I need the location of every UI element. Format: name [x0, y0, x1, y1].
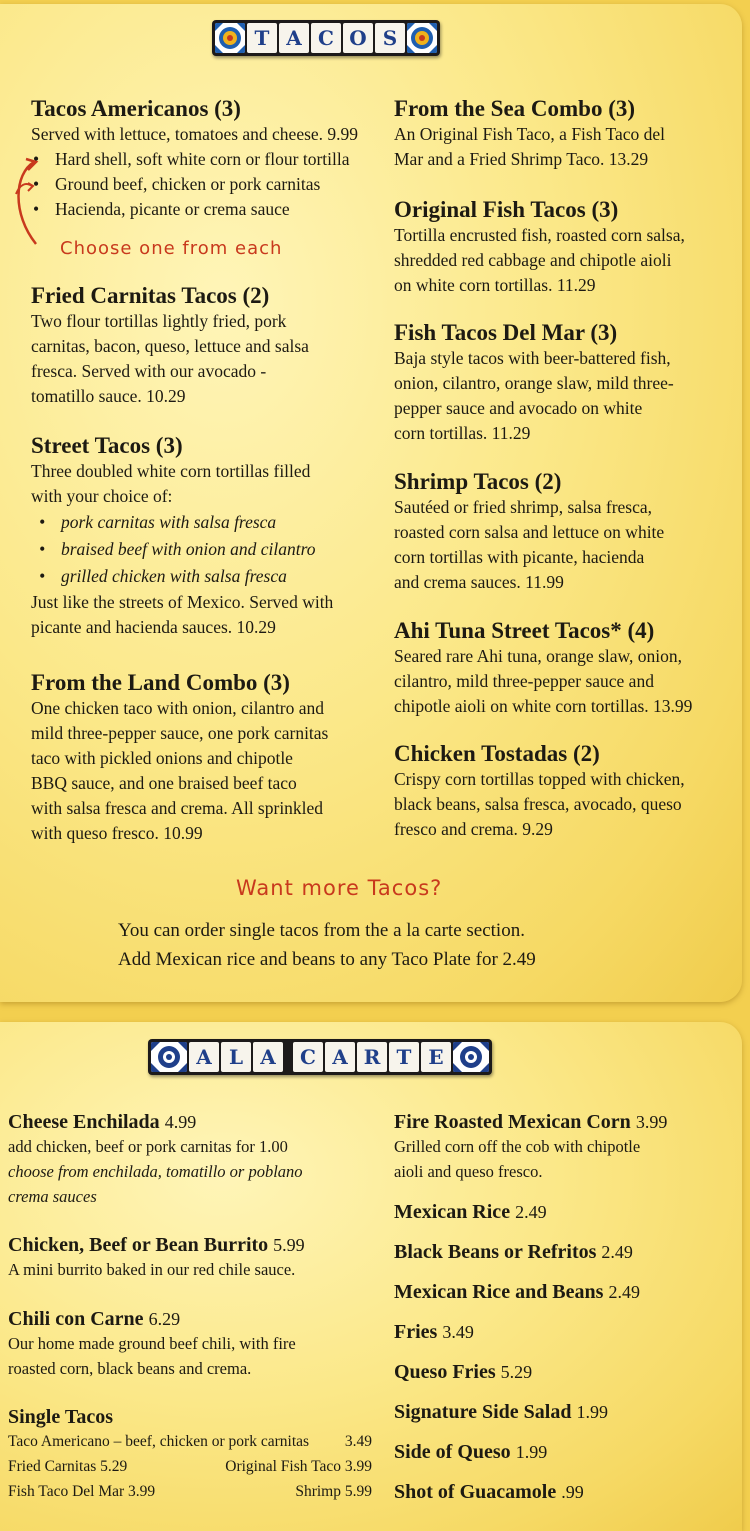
bullet: • grilled chicken with salsa fresca — [39, 566, 287, 586]
menu-item-sea-combo — [394, 96, 739, 172]
item-price: 5.99 — [273, 1235, 305, 1255]
alacarte-heading-letter: L — [221, 1042, 251, 1072]
item-desc-line: BBQ sauce, and one braised beef taco — [31, 773, 297, 793]
tacos-heading-letter: O — [343, 23, 373, 53]
item-desc-line: onion, cilantro, orange slaw, mild three- — [394, 373, 674, 393]
item-desc-line: Mar and a Fried Shrimp Taco. 13.29 — [394, 149, 649, 169]
item-price: 2.49 — [608, 1282, 640, 1302]
item-desc-line: roasted corn salsa and lettuce on white — [394, 522, 665, 542]
bullet: • Hard shell, soft white corn or flour tortilla — [33, 149, 350, 169]
item-desc-line: and crema sauces. 11.99 — [394, 572, 564, 592]
item-desc-line: picante and hacienda sauces. 10.29 — [31, 617, 276, 637]
item-desc-line: chipotle aioli on white corn tortillas. 13.99 — [394, 696, 693, 716]
alc-chili — [8, 1307, 378, 1381]
item-desc-line: fresca. Served with our avocado - — [31, 361, 267, 381]
item-desc-line: Baja style tacos with beer-battered fish, — [394, 348, 671, 368]
menu-item-fish-del-mar — [394, 320, 739, 446]
item-title: Cheese Enchilada 4.99 — [8, 1111, 197, 1133]
tacos-heading-letter: A — [279, 23, 309, 53]
handwritten-arrow-icon — [6, 154, 66, 254]
item-desc: Served with lettuce, tomatoes and cheese. 9.99 — [31, 124, 359, 144]
menu-item-shrimp-tacos — [394, 469, 739, 595]
talavera-tile-icon — [407, 23, 437, 53]
alacarte-heading-letter: E — [421, 1042, 451, 1072]
alacarte-heading-letter: T — [389, 1042, 419, 1072]
item-price: 4.99 — [164, 1112, 197, 1132]
single-taco-row: Taco Americano – beef, chicken or pork carnitas 3.49 — [8, 1433, 372, 1450]
item-desc-line: with queso fresco. 10.99 — [31, 823, 203, 843]
alc-right-column — [394, 1110, 739, 1520]
alc-side-of-queso: Side of Queso 1.99 — [394, 1441, 548, 1463]
item-price: 6.29 — [148, 1309, 181, 1329]
item-title: Fish Tacos Del Mar (3) — [394, 320, 618, 345]
alacarte-heading-letter: R — [357, 1042, 387, 1072]
tacos-panel — [0, 4, 742, 1002]
item-price: 2.49 — [515, 1202, 547, 1222]
alacarte-heading-letter: C — [293, 1042, 323, 1072]
item-desc-line: with salsa fresca and crema. All sprinkled — [31, 798, 324, 818]
item-price: 3.99 — [635, 1112, 668, 1132]
single-taco-row: Fried Carnitas 5.29 Original Fish Taco 3.99 — [8, 1458, 372, 1475]
menu-item-original-fish — [394, 197, 739, 298]
talavera-tile-icon — [151, 1042, 187, 1072]
item-price: 1.99 — [515, 1442, 548, 1462]
alacarte-heading-letter: A — [325, 1042, 355, 1072]
item-desc-line: add chicken, beef or pork carnitas for 1.00 — [8, 1137, 288, 1156]
bullet: • Ground beef, chicken or pork carnitas — [33, 174, 321, 194]
alc-burrito — [8, 1233, 378, 1282]
item-title: Original Fish Tacos (3) — [394, 197, 619, 222]
item-title: Chili con Carne 6.29 — [8, 1308, 181, 1330]
menu-item-tacos-americanos — [31, 96, 381, 222]
alc-side-salad: Signature Side Salad 1.99 — [394, 1401, 608, 1423]
item-desc-line: fresco and crema. 9.29 — [394, 819, 553, 839]
tacos-heading-letter: C — [311, 23, 341, 53]
item-desc-line: One chicken taco with onion, cilantro and — [31, 698, 325, 718]
menu-item-ahi-tuna — [394, 618, 739, 719]
alc-shot-of-guacamole: Shot of Guacamole .99 — [394, 1481, 584, 1503]
alc-fries: Fries 3.49 — [394, 1321, 474, 1343]
item-title: Single Tacos — [8, 1406, 114, 1428]
tacos-banner — [212, 20, 440, 56]
item-desc-line: choose from enchilada, tomatillo or poblano — [8, 1162, 303, 1181]
item-desc-line: Just like the streets of Mexico. Served with — [31, 592, 334, 612]
item-desc-line: Two flour tortillas lightly fried, pork — [31, 311, 287, 331]
item-desc-line: Grilled corn off the cob with chipotle — [394, 1137, 641, 1156]
item-title: Tacos Americanos (3) — [31, 96, 241, 121]
talavera-tile-icon — [215, 23, 245, 53]
item-desc-line: with your choice of: — [31, 486, 173, 506]
item-desc-line: Three doubled white corn tortillas filled — [31, 461, 311, 481]
item-desc-line: aioli and queso fresco. — [394, 1162, 543, 1181]
tacos-heading-letter: S — [375, 23, 405, 53]
item-desc-line: Crispy corn tortillas topped with chicken, — [394, 769, 685, 789]
item-title: From the Sea Combo (3) — [394, 96, 636, 121]
item-desc-line: pepper sauce and avocado on white — [394, 398, 643, 418]
item-price: .99 — [561, 1482, 584, 1502]
alc-mexican-rice: Mexican Rice 2.49 — [394, 1201, 547, 1223]
item-title: Fried Carnitas Tacos (2) — [31, 283, 270, 308]
item-desc-line: on white corn tortillas. 11.29 — [394, 275, 596, 295]
item-desc-line: Tortilla encrusted fish, roasted corn salsa, — [394, 225, 685, 245]
item-desc-line: A mini burrito baked in our red chile sauce. — [8, 1260, 296, 1279]
tacos-heading-letter: T — [247, 23, 277, 53]
menu-item-fried-carnitas — [31, 283, 381, 409]
single-taco-row: Fish Taco Del Mar 3.99 Shrimp 5.99 — [8, 1483, 372, 1500]
item-desc-line: Sautéed or fried shrimp, salsa fresca, — [394, 497, 653, 517]
item-desc-line: Seared rare Ahi tuna, orange slaw, onion, — [394, 646, 683, 666]
alc-fire-roasted-corn — [394, 1110, 739, 1190]
item-price: 2.49 — [601, 1242, 633, 1262]
item-title: Shrimp Tacos (2) — [394, 469, 562, 494]
alacarte-heading-letter: A — [253, 1042, 283, 1072]
item-desc-line: shredded red cabbage and chipotle aioli — [394, 250, 672, 270]
more-tacos-line: You can order single tacos from the a la carte section. — [118, 920, 525, 941]
item-title: Chicken Tostadas (2) — [394, 741, 600, 766]
item-title: Fire Roasted Mexican Corn 3.99 — [394, 1111, 668, 1133]
alc-rice-and-beans: Mexican Rice and Beans 2.49 — [394, 1281, 640, 1303]
item-desc-line: black beans, salsa fresca, avocado, queso — [394, 794, 682, 814]
item-desc-line: carnitas, bacon, queso, lettuce and salsa — [31, 336, 309, 356]
item-price: 1.99 — [576, 1402, 608, 1422]
item-desc-line: taco with pickled onions and chipotle — [31, 748, 293, 768]
bullet: • pork carnitas with salsa fresca — [39, 512, 277, 532]
more-tacos-line: Add Mexican rice and beans to any Taco Plate for 2.49 — [118, 949, 536, 970]
talavera-tile-icon — [453, 1042, 489, 1072]
alc-black-beans: Black Beans or Refritos 2.49 — [394, 1241, 633, 1263]
item-desc-line: crema sauces — [8, 1187, 97, 1206]
alacarte-banner — [148, 1039, 492, 1075]
item-title: From the Land Combo (3) — [31, 670, 290, 695]
more-tacos-heading: Want more Tacos? — [236, 876, 443, 900]
alacarte-heading-letter: A — [189, 1042, 219, 1072]
item-desc-line: Our home made ground beef chili, with fire — [8, 1334, 296, 1353]
item-desc-line: An Original Fish Taco, a Fish Taco del — [394, 124, 666, 144]
alc-cheese-enchilada — [8, 1110, 378, 1209]
alacarte-panel — [0, 1022, 742, 1531]
item-title: Ahi Tuna Street Tacos* (4) — [394, 618, 655, 643]
menu-item-chicken-tostadas — [394, 741, 739, 842]
item-desc-line: corn tortillas with picante, hacienda — [394, 547, 645, 567]
bullet: • Hacienda, picante or crema sauce — [33, 199, 290, 219]
item-desc-line: cilantro, mild three-pepper sauce and — [394, 671, 654, 691]
item-desc-line: tomatillo sauce. 10.29 — [31, 386, 186, 406]
menu-item-street-tacos — [31, 433, 381, 640]
menu-item-land-combo — [31, 670, 386, 846]
item-title: Street Tacos (3) — [31, 433, 183, 458]
item-price: 3.49 — [442, 1322, 474, 1342]
handwritten-note: Choose one from each — [60, 238, 283, 259]
alc-single-tacos — [8, 1405, 378, 1504]
item-title: Chicken, Beef or Bean Burrito 5.99 — [8, 1234, 305, 1256]
item-desc-line: corn tortillas. 11.29 — [394, 423, 531, 443]
item-desc-line: mild three-pepper sauce, one pork carnitas — [31, 723, 329, 743]
bullet: • braised beef with onion and cilantro — [39, 539, 316, 559]
alc-queso-fries: Queso Fries 5.29 — [394, 1361, 533, 1383]
item-desc-line: roasted corn, black beans and crema. — [8, 1359, 252, 1378]
item-price: 5.29 — [500, 1362, 533, 1382]
